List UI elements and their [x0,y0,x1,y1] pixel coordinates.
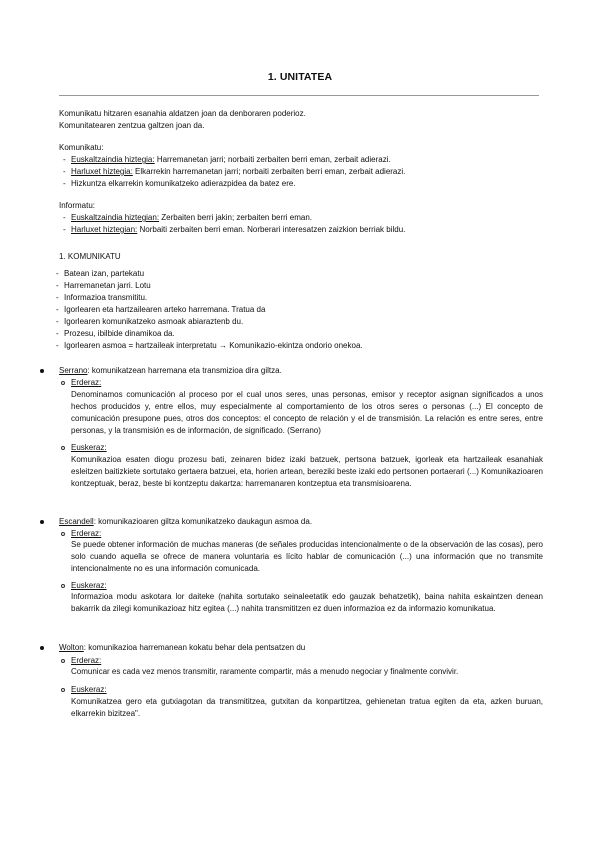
definition-item [71,224,405,235]
quote-label: Erderaz: [71,529,102,538]
list-item: Harremanetan jarri. Lotu [64,281,151,290]
author-name: Serrano [59,366,88,375]
definition-source: Harluxet hiztegian: [71,225,138,234]
list-item: Batean izan, partekatu [64,269,145,278]
definition-text: Harremanetan jarri; norbaiti zerbaiten berri eman, zerbait adierazi. [154,155,391,164]
dash-marker: - [63,225,66,234]
bullet-marker [40,646,44,650]
sub-bullet-marker [61,532,65,536]
informatu-heading: Informatu: [59,201,96,210]
list-item: Igorlearen komunikatzeko asmoak abiaraztenb du. [64,317,244,326]
section-heading: 1. KOMUNIKATU [59,252,121,261]
sub-bullet-marker [61,584,65,588]
list-item: Prozesu, ibilbide dinamikoa da. [64,329,175,338]
quote-text: Informazioa modu askotara lor daiteke (nahita sortutako seinaleetatik edo gauzak behatzetik), baina nahita eskaintzen denean bakarrik da zilegi komunikazioaz hitz egitea (...) nahita transmititzen ez duen informazioa ez da informazio komunikatua. [71,592,543,613]
komunikatu-heading: Komunikatu: [59,143,104,152]
quote-text: Se puede obtener información de muchas maneras (de señales producidas intencionalmente o de la observación de las cosas), pero solo cuando aquella se ofrece de manera voluntaria es lícito hablar de comunicación (...) una información que no transmite intencionalmente no es una información comunicada. [71,540,543,573]
quote-text: Comunicar es cada vez menos transmitir, raramente compartir, más a menudo negociar y finalmente convivir. [71,667,459,676]
sub-bullet-marker [61,446,65,450]
author-line [59,642,305,653]
author-name: Wolton [59,643,84,652]
dash-marker: - [56,269,59,278]
quote-label: Euskeraz: [71,581,107,590]
dash-marker: - [63,155,66,164]
list-item: Igorlearen asmoa = hartzaileak interpretatu → Komunikazio-ekintza ondorio onekoa. [64,341,363,350]
dash-marker: - [56,305,59,314]
dash-marker: - [56,317,59,326]
dash-marker: - [56,281,59,290]
definition-source: Euskaltzaindia hiztegian: [71,213,160,222]
bullet-marker [40,520,44,524]
author-line [59,365,282,376]
dash-marker: - [56,293,59,302]
author-line [59,516,312,527]
quote-text: Komunikazioa esaten diogu prozesu bati, zeinaren bidez izaki batzuek, pertsona batzuek, igorleak eta hartzaileak esanahiak esleitzen baitizkiete sortutako gertaera batzuei, eta, horien artean, bereziki beste izaki edo pertsonen portaerari (...) Komunikazioaren kontzeptuak, beraz, beste bi kontzeptu dakartza: harremanaren kontzeptua eta transmisioarena. [71,455,543,488]
bullet-marker [40,369,44,373]
definition-text: Norbaiti zerbaiten berri eman. Norberari interesatzen zaizkion berriak bildu. [137,225,406,234]
sub-bullet-marker [61,659,65,663]
definition-text: Hizkuntza elkarrekin komunikatzeko adierazpidea da batez ere. [71,179,296,188]
sub-bullet-marker [61,381,65,385]
definition-item [71,166,405,177]
dash-marker: - [56,329,59,338]
quote-text: Denominamos comunicación al proceso por el cual unos seres, unas personas, emisor y receptor asignan significados a unos hechos producidos y, entre ellos, muy especialmente al comportamiento de los otros seres o personas (...) El concepto de comunicación presupone pues, otros dos conceptos: el concepto de relación y el de transmisión. La relación es entre seres, entre personas, y la transmisión es de información, de significado. (Serrano) [71,390,543,435]
quote-label: Euskeraz: [71,685,107,694]
quote-label: Erderaz: [71,656,102,665]
list-item: Igorlearen eta hartzailearen arteko harremana. Tratua da [64,305,266,314]
quote-text: Komunikatzea gero eta gutxiagotan da transmititzea, gutxitan da konpartitzea, gehienetan tratua egiten da eta, azken buruan, elkarrekin bizitzea". [71,697,543,718]
author-name: Escandell [59,517,94,526]
title-divider [59,95,539,96]
intro-line: Komunitatearen zentzua galtzen joan da. [59,121,205,130]
list-item: Informazioa transmititu. [64,293,148,302]
page-title: 1. UNITATEA [267,71,333,83]
dash-marker: - [63,167,66,176]
definition-text: Elkarrekin harremanetan jarri; norbaiti zerbaiten berri eman, zerbait adierazi. [132,167,406,176]
author-summary: : komunikazioa harremanean kokatu behar dela pentsatzen du [83,643,306,652]
dash-marker: - [63,179,66,188]
definition-item [71,154,391,165]
author-summary: : komunikatzean harremana eta transmizioa dira giltza. [87,366,282,375]
author-summary: : komunikazioaren giltza komunikatzeko daukagun asmoa da. [93,517,313,526]
sub-bullet-marker [61,688,65,692]
dash-marker: - [63,213,66,222]
definition-source: Harluxet hiztegia: [71,167,133,176]
definition-item [71,212,312,223]
quote-label: Erderaz: [71,378,102,387]
definition-text: Zerbaiten berri jakin; zerbaiten berri eman. [159,213,313,222]
quote-label: Euskeraz: [71,443,107,452]
intro-line: Komunikatu hitzaren esanahia aldatzen joan da denboraren poderioz. [59,109,306,118]
definition-item [71,178,296,189]
definition-source: Euskaltzaindia hiztegia: [71,155,155,164]
dash-marker: - [56,341,59,350]
